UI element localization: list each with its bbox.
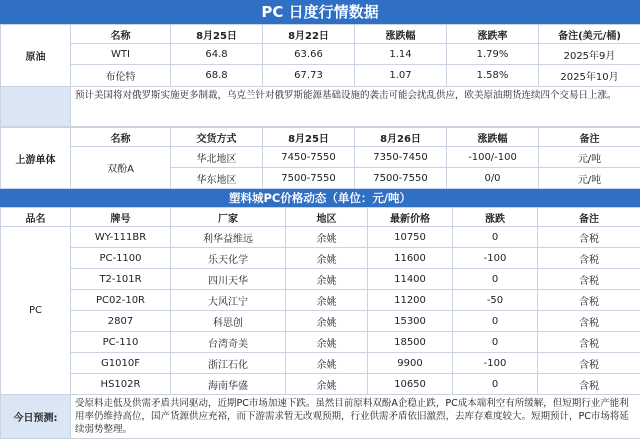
pc-product-name: PC [1, 227, 71, 395]
header-cell: 涨跌 [453, 208, 538, 227]
cell: 元/吨 [539, 147, 640, 168]
cell: 0 [453, 374, 538, 395]
header-cell: 备注(美元/桶) [539, 25, 640, 44]
cell: HS102R [71, 374, 171, 395]
table-row [1, 374, 640, 395]
cell: 四川天华 [171, 269, 286, 290]
table-row [1, 44, 640, 65]
forecast-text: 受原料走低及供需矛盾共同驱动，近期PC市场加速下跌。虽然目前原料双酚A企稳止跌，PC成本端利空有所缓解，但短期行业产能利用率仍维持高位，国产货源供应充裕，而下游需求暂无改观预期，行业供需矛盾依旧激烈，去库存难度较大。短期预计，PC市场将延续弱势整理。 [71, 395, 640, 439]
cell: 浙江石化 [171, 353, 286, 374]
page-title: PC 日度行情数据 [0, 0, 640, 24]
table-row [1, 269, 640, 290]
cell: -100 [453, 353, 538, 374]
cell: 1.58% [447, 65, 539, 87]
table-row [1, 65, 640, 87]
cell: 68.8 [171, 65, 263, 87]
header-cell: 厂家 [171, 208, 286, 227]
header-cell: 涨跌幅 [355, 25, 447, 44]
monomer-name: 双酚A [71, 147, 171, 189]
cell: 15300 [368, 311, 453, 332]
pc-table [0, 207, 640, 439]
cell: 11400 [368, 269, 453, 290]
header-cell: 最新价格 [368, 208, 453, 227]
cell: 2025年10月 [539, 65, 640, 87]
crude-table [0, 24, 640, 127]
cell: G1010F [71, 353, 171, 374]
cell: 2025年9月 [539, 44, 640, 65]
cell: PC-110 [71, 332, 171, 353]
cell: 含税 [538, 290, 640, 311]
cell: 余姚 [286, 269, 368, 290]
cell: 余姚 [286, 248, 368, 269]
forecast-row [1, 395, 640, 439]
header-cell: 名称 [71, 128, 171, 147]
pc-section-band: 塑料城PC价格动态（单位：元/吨） [0, 189, 640, 207]
cell: 含税 [538, 353, 640, 374]
cell: 含税 [538, 311, 640, 332]
table-row [1, 227, 640, 248]
table-row [1, 332, 640, 353]
cell: 余姚 [286, 227, 368, 248]
cell: 含税 [538, 374, 640, 395]
cell: 含税 [538, 269, 640, 290]
cell: 0 [453, 269, 538, 290]
cell: 0 [453, 332, 538, 353]
cell: 1.79% [447, 44, 539, 65]
header-cell: 名称 [71, 25, 171, 44]
cell: -100 [453, 248, 538, 269]
cell: 华东地区 [171, 168, 263, 189]
monomer-table [0, 127, 640, 189]
pc-header-row [1, 208, 640, 227]
cell: 大风江宁 [171, 290, 286, 311]
cell: 科思创 [171, 311, 286, 332]
cell: 7350-7450 [355, 147, 447, 168]
header-cell: 涨跌幅 [447, 128, 539, 147]
header-cell: 8月25日 [263, 128, 355, 147]
cell: 1.14 [355, 44, 447, 65]
crude-note: 预计美国将对俄罗斯实施更多制裁，乌克兰针对俄罗斯能源基础设施的袭击可能会扰乱供应，欧美原油期货连续四个交易日上涨。 [71, 87, 640, 127]
crude-note-row [1, 87, 640, 127]
cell: WTI [71, 44, 171, 65]
cell: 18500 [368, 332, 453, 353]
cell: -100/-100 [447, 147, 539, 168]
cell: PC02-10R [71, 290, 171, 311]
table-row [1, 290, 640, 311]
cell: 10750 [368, 227, 453, 248]
header-cell: 涨跌率 [447, 25, 539, 44]
cell: 台湾奇美 [171, 332, 286, 353]
monomer-header-row [1, 128, 640, 147]
cell: -50 [453, 290, 538, 311]
cell: 7500-7550 [263, 168, 355, 189]
cell: 余姚 [286, 311, 368, 332]
cell: 含税 [538, 332, 640, 353]
header-cell: 备注 [539, 128, 640, 147]
header-cell: 牌号 [71, 208, 171, 227]
cell: PC-1100 [71, 248, 171, 269]
header-cell: 备注 [538, 208, 640, 227]
cell: 含税 [538, 227, 640, 248]
cell: 元/吨 [539, 168, 640, 189]
table-row [1, 147, 640, 168]
header-cell: 品名 [1, 208, 71, 227]
cell: 63.66 [263, 44, 355, 65]
cell: 布伦特 [71, 65, 171, 87]
cell: 64.8 [171, 44, 263, 65]
cell: 0 [453, 227, 538, 248]
cell: 7500-7550 [355, 168, 447, 189]
cell: 0/0 [447, 168, 539, 189]
cell: 华北地区 [171, 147, 263, 168]
table-row [1, 248, 640, 269]
header-cell: 交货方式 [171, 128, 263, 147]
cell: T2-101R [71, 269, 171, 290]
header-cell: 8月22日 [263, 25, 355, 44]
cell: 2807 [71, 311, 171, 332]
cell: 0 [453, 311, 538, 332]
cell: 67.73 [263, 65, 355, 87]
header-cell: 8月26日 [355, 128, 447, 147]
cell: 余姚 [286, 332, 368, 353]
cell: WY-111BR [71, 227, 171, 248]
header-cell: 地区 [286, 208, 368, 227]
cell: 利华益维远 [171, 227, 286, 248]
crude-header-row [1, 25, 640, 44]
cell: 余姚 [286, 290, 368, 311]
cell: 余姚 [286, 374, 368, 395]
cell: 1.07 [355, 65, 447, 87]
cell: 含税 [538, 248, 640, 269]
crude-category: 原油 [1, 25, 71, 87]
monomer-category: 上游单体 [1, 128, 71, 189]
cell: 10650 [368, 374, 453, 395]
table-row [1, 311, 640, 332]
cell: 11600 [368, 248, 453, 269]
forecast-label: 今日预测: [1, 395, 71, 439]
cell: 海南华盛 [171, 374, 286, 395]
table-row [1, 353, 640, 374]
cell: 11200 [368, 290, 453, 311]
cell: 乐天化学 [171, 248, 286, 269]
cell: 余姚 [286, 353, 368, 374]
cell: 9900 [368, 353, 453, 374]
cell: 7450-7550 [263, 147, 355, 168]
header-cell: 8月25日 [171, 25, 263, 44]
